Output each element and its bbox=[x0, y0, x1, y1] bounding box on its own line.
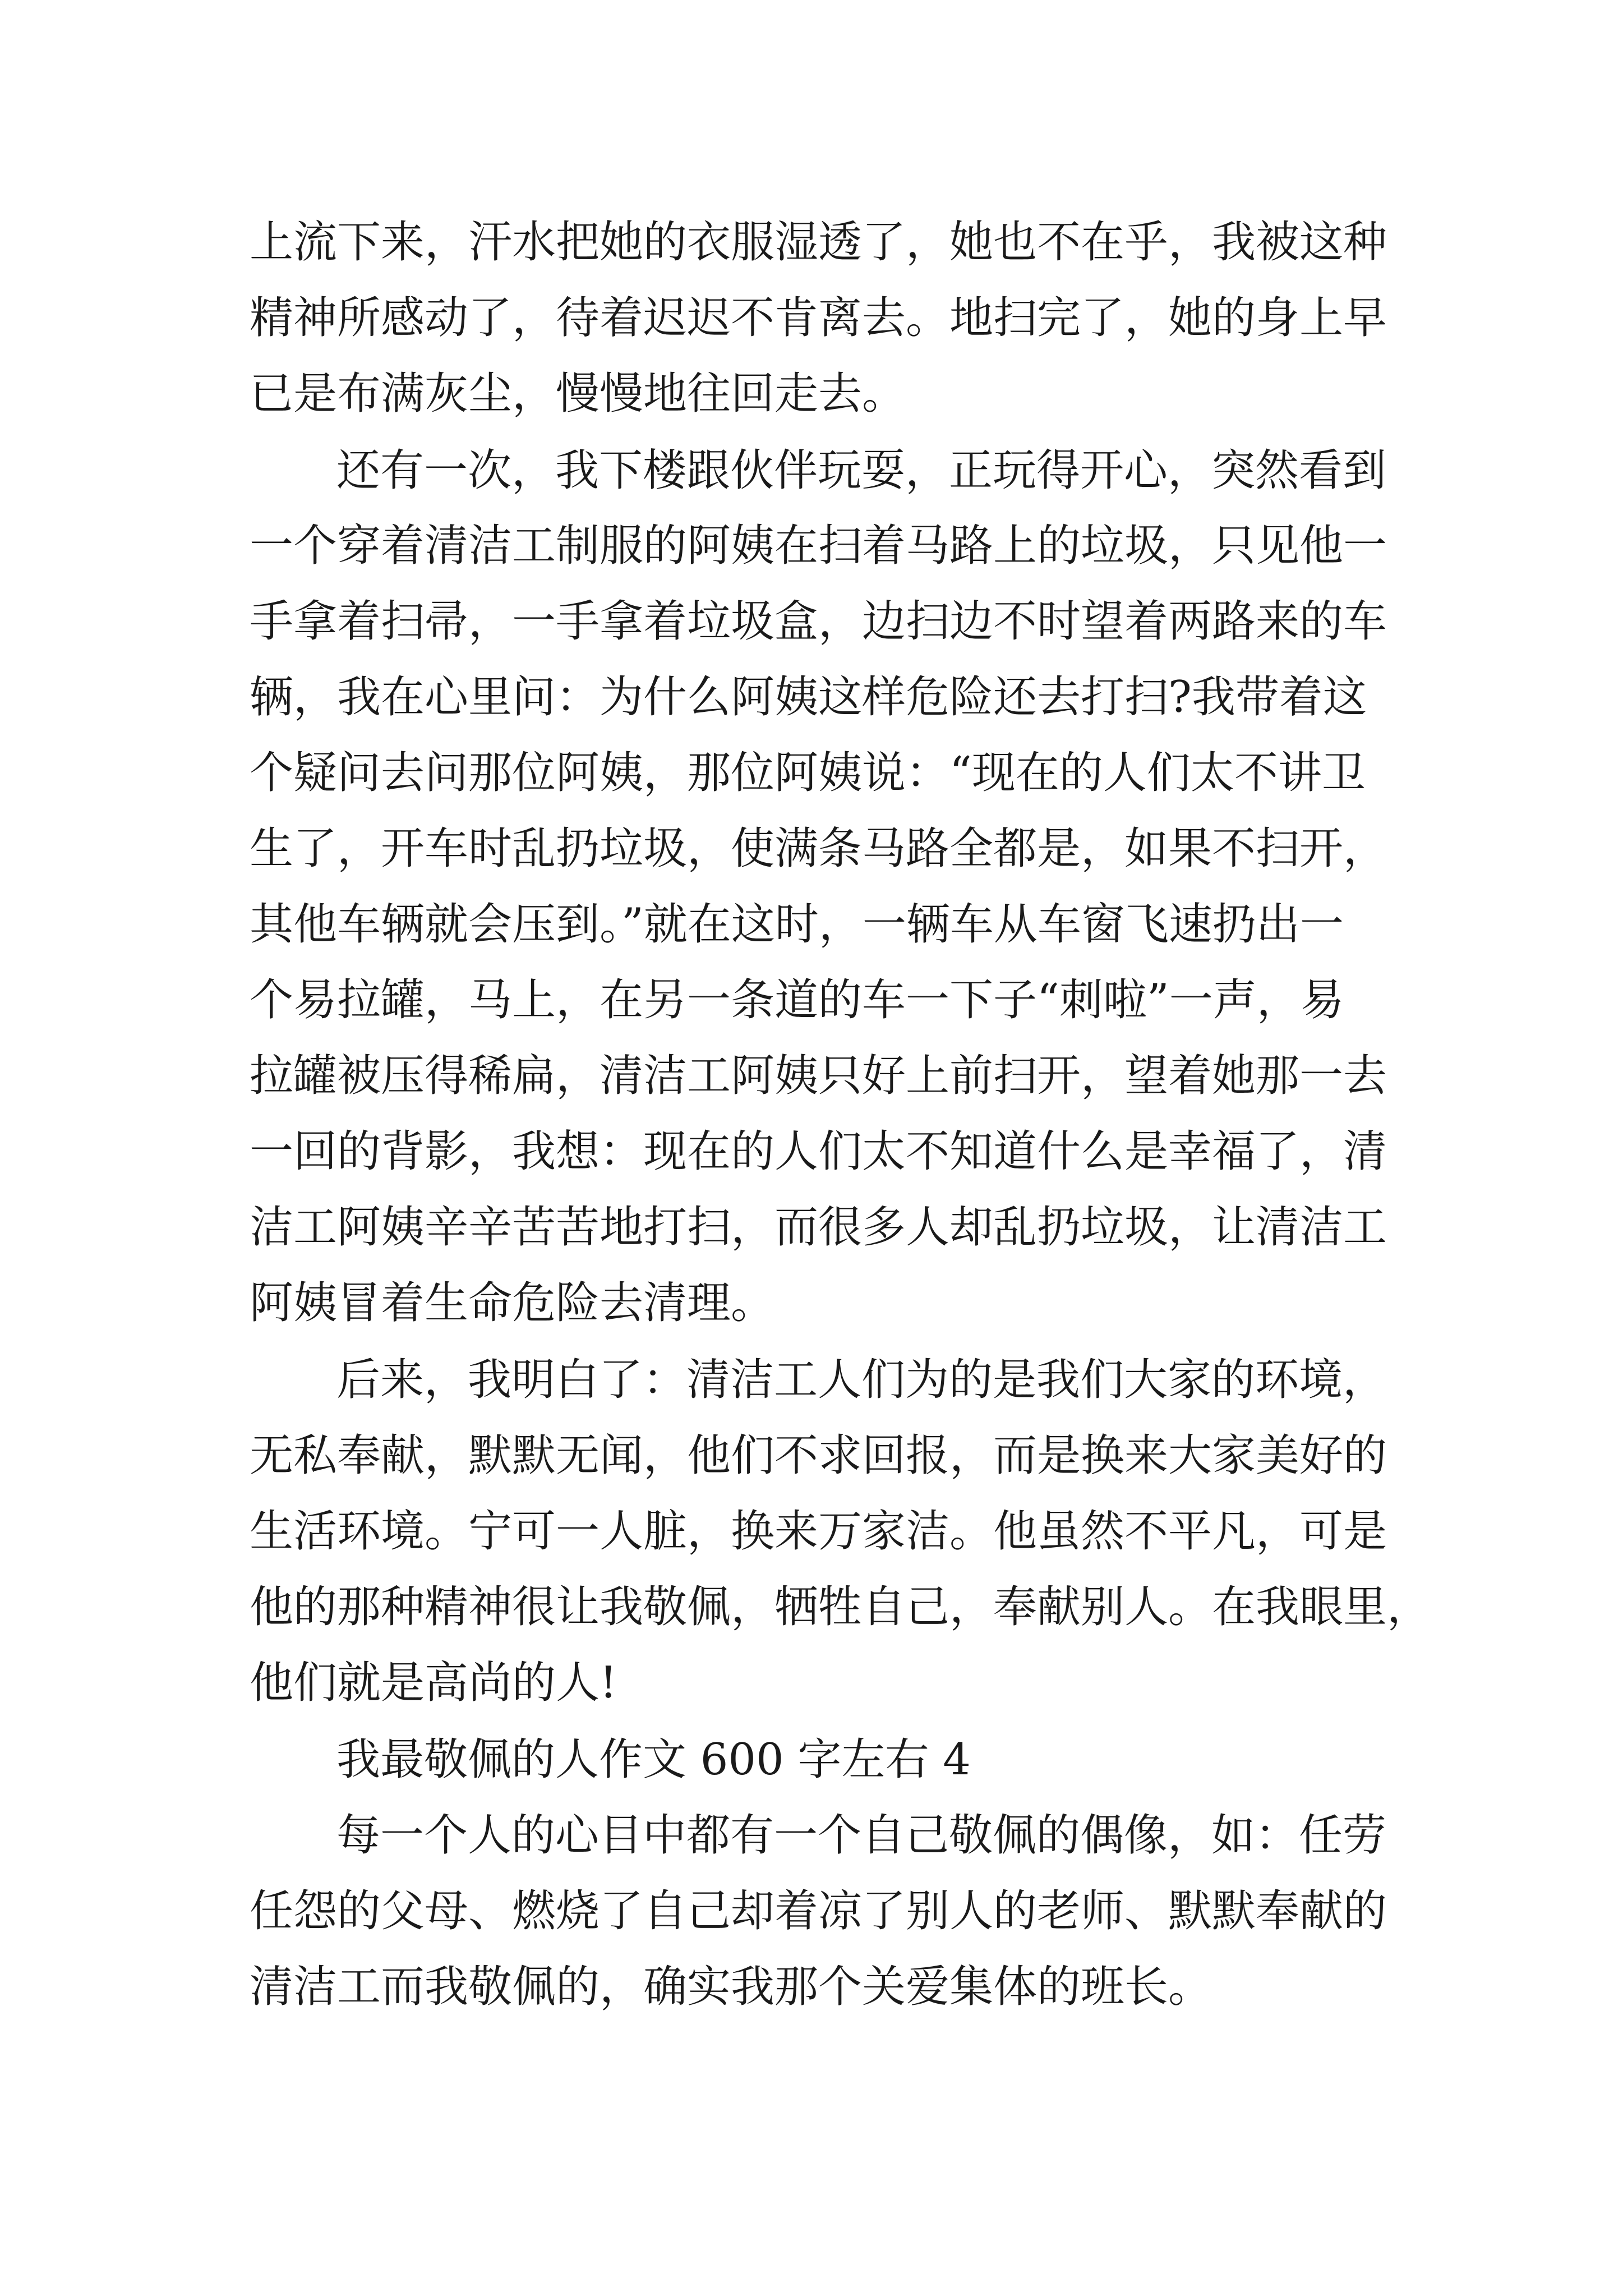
paragraph-line: 其他车辆就会压到。”就在这时，一辆车从车窗飞速扔出一 bbox=[250, 899, 1344, 950]
paragraph-line: 一回的背影，我想：现在的人们太不知道什么是幸福了，清 bbox=[250, 1126, 1387, 1177]
paragraph-line: 每一个人的心目中都有一个自己敬佩的偶像，如：任劳 bbox=[336, 1810, 1387, 1861]
paragraph-line: 生活环境。宁可一人脏，换来万家洁。他虽然不平凡，可是 bbox=[250, 1506, 1387, 1557]
paragraph-line: 阿姨冒着生命危险去清理。 bbox=[250, 1278, 775, 1328]
paragraph-line: 上流下来，汗水把她的衣服湿透了，她也不在乎，我被这种 bbox=[250, 217, 1387, 268]
paragraph-line: 精神所感动了，待着迟迟不肯离去。地扫完了，她的身上早 bbox=[250, 293, 1387, 343]
paragraph-line: 还有一次，我下楼跟伙伴玩耍，正玩得开心，突然看到 bbox=[336, 445, 1387, 496]
paragraph-line: 无私奉献，默默无闻，他们不求回报，而是换来大家美好的 bbox=[250, 1430, 1387, 1481]
paragraph-line: 他的那种精神很让我敬佩，牺牲自己，奉献别人。在我眼里， bbox=[250, 1582, 1431, 1632]
paragraph-line: 洁工阿姨辛辛苦苦地打扫，而很多人却乱扔垃圾，让清洁工 bbox=[250, 1202, 1387, 1253]
section-heading: 我最敬佩的人作文 600 字左右 4 bbox=[336, 1734, 971, 1785]
paragraph-line: 手拿着扫帚，一手拿着垃圾盒，边扫边不时望着两路来的车 bbox=[250, 596, 1387, 647]
paragraph-line: 生了，开车时乱扔垃圾，使满条马路全都是，如果不扫开， bbox=[250, 823, 1387, 874]
paragraph-line: 个疑问去问那位阿姨，那位阿姨说：“现在的人们太不讲卫 bbox=[250, 748, 1366, 798]
paragraph-line: 已是布满灰尘，慢慢地往回走去。 bbox=[250, 369, 906, 419]
paragraph-line: 一个穿着清洁工制服的阿姨在扫着马路上的垃圾，只见他一 bbox=[250, 521, 1387, 571]
paragraph-line: 个易拉罐，马上，在另一条道的车一下子“刺啦”一声，易 bbox=[250, 975, 1344, 1025]
paragraph-line: 辆，我在心里问：为什么阿姨这样危险还去打扫?我带着这 bbox=[250, 672, 1367, 723]
paragraph-line: 清洁工而我敬佩的，确实我那个关爱集体的班长。 bbox=[250, 1962, 1212, 2012]
paragraph-line: 任怨的父母、燃烧了自己却着凉了别人的老师、默默奉献的 bbox=[250, 1886, 1387, 1936]
paragraph-line: 后来，我明白了：清洁工人们为的是我们大家的环境， bbox=[336, 1355, 1387, 1405]
paragraph-line: 拉罐被压得稀扁，清洁工阿姨只好上前扫开，望着她那一去 bbox=[250, 1051, 1387, 1101]
paragraph-line: 他们就是高尚的人! bbox=[250, 1658, 617, 1708]
